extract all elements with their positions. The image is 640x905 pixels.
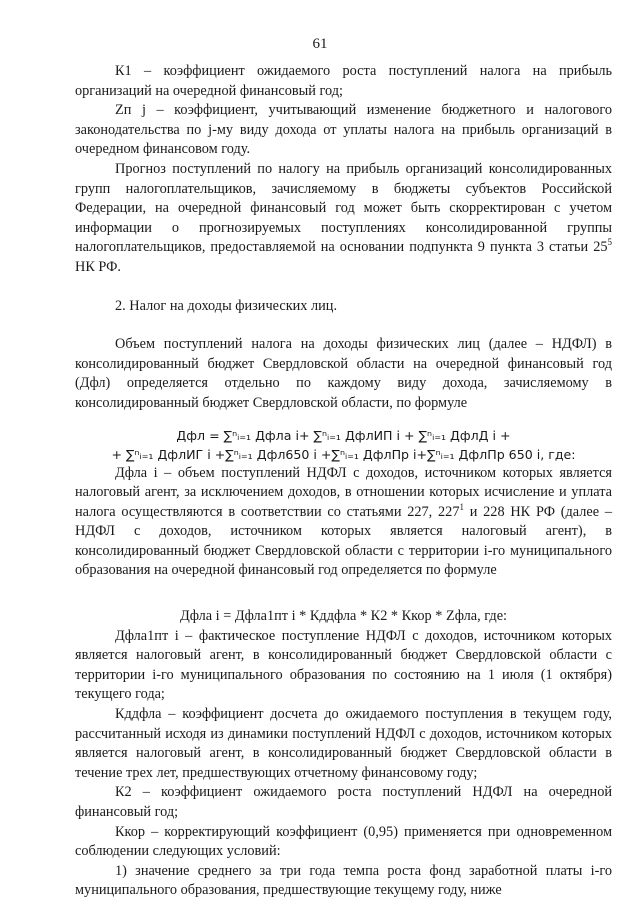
superscript-227-1: 1 bbox=[459, 501, 464, 512]
paragraph-condition-1: 1) значение среднего за три года темпа роста фонд заработной платы i-го муниципального образования, предшествующие текущему году, ниже bbox=[75, 862, 612, 899]
formula-dfl-line1: Дфл = ∑ⁿᵢ₌₁ Дфла i+ ∑ⁿᵢ₌₁ ДфлИП i + ∑ⁿᵢ₌₁ ДфлД i + bbox=[176, 427, 511, 443]
formula-dfl-line2: + ∑ⁿᵢ₌₁ ДфлИГ i +∑ⁿᵢ₌₁ Дфл650 i +∑ⁿᵢ₌₁ ДфлПр i+∑ⁿᵢ₌₁ ДфлПр 650 i, где: bbox=[111, 446, 576, 462]
paragraph-k1: К1 – коэффициент ожидаемого роста поступлений налога на прибыль организаций на очередной финансовый год; bbox=[75, 63, 612, 99]
superscript-25: 5 bbox=[607, 237, 612, 248]
dfla-definition-a: Дфла i – объем поступлений НДФЛ с доходов, источником которых является налоговый агент, за исключением доходов, в отношении которых исчисление и уплата налога осуществляются в соответствии со статьями 227, 227 bbox=[75, 464, 612, 520]
document-body bbox=[75, 62, 612, 901]
paragraph-zpj: Zп j – коэффициент, учитывающий изменение бюджетного и налогового законодательства по j-му виду дохода от уплаты налога на прибыль организаций в очередном финансовом году. bbox=[75, 102, 612, 158]
formula-dfla: Дфла i = Дфла1пт i * Кддфла * К2 * Ккор * Zфла, где: bbox=[179, 608, 508, 625]
paragraph-forecast bbox=[75, 160, 612, 278]
paragraph-dfla-definition bbox=[75, 464, 612, 582]
paragraph-forecast-text: Прогноз поступлений по налогу на прибыль организаций консолидированных групп налогоплательщиков, зачисляемому в бюджеты субъектов Российской Федерации, на очередной финансовый год может быть скорректирован с учетом информации о прогнозируемых поступлениях консолидированной группы налогоплательщиков, предоставляемой на основании подпункта 9 пункта 3 статьи 25 bbox=[75, 160, 612, 256]
paragraph-kkor: Ккор – корректирующий коэффициент (0,95) применяется при одновременном соблюдении следующих условий: bbox=[75, 823, 612, 860]
paragraph-volume: Объем поступлений налога на доходы физических лиц (далее – НДФЛ) в консолидированный бюджет Свердловской области на очередной финансовый год (Дфл) определяется отдельно по каждому виду дохода, зачисляемому в консолидированный бюджет Свердловской области, по формуле bbox=[75, 336, 612, 411]
paragraph-forecast-end: НК РФ. bbox=[75, 258, 122, 275]
dfla-definition-b: и 228 НК РФ (далее – НДФЛ с доходов, источником которых является налоговый агент), в консолидированный бюджет Свердловской области с территории i-го муниципального образования на очередной финансовый год определяется по формуле bbox=[75, 503, 612, 579]
section-heading: 2. Налог на доходы физических лиц. bbox=[115, 297, 338, 314]
paragraph-kddfla: Кддфла – коэффициент досчета до ожидаемого поступления в текущем году, рассчитанный исходя из динамики поступлений НДФЛ с доходов, источником которых является налоговый агент, в консолидированный бюджет Свердловской области в течение трех лет, предшествующих отчетному финансовому году; bbox=[75, 706, 612, 781]
paragraph-k2: К2 – коэффициент ожидаемого роста поступлений НДФЛ на очередной финансовый год; bbox=[75, 784, 612, 820]
page-number: 61 bbox=[312, 36, 328, 52]
paragraph-dfla1pt: Дфла1пт i – фактическое поступление НДФЛ с доходов, источником которых является налоговый агент, в консолидированный бюджет Свердловской области с территории i-го муниципального образования по состоянию на 1 июля (1 октября) текущего года; bbox=[75, 627, 612, 703]
